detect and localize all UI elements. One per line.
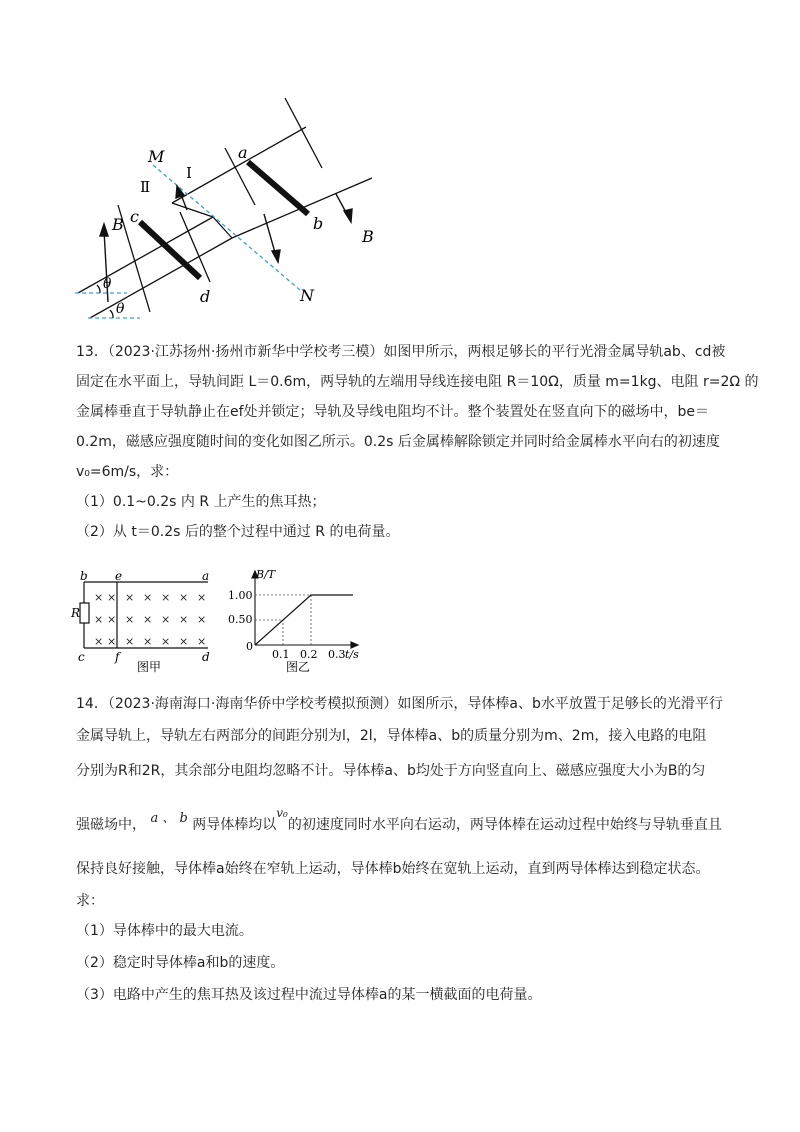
- fig-yi-caption: 图乙: [286, 660, 311, 674]
- label-d: d: [200, 287, 211, 306]
- label-B-right: B: [362, 227, 374, 246]
- field-cross-mark: ×: [94, 635, 104, 648]
- label-B-left: B: [112, 215, 124, 234]
- field-cross-mark: ×: [179, 635, 189, 648]
- figure-yi-chart: [225, 566, 365, 676]
- field-cross-mark: ×: [107, 635, 117, 648]
- field-cross-mark: ×: [94, 613, 104, 626]
- field-cross-mark: ×: [94, 591, 104, 604]
- q14-line-1: [76, 693, 723, 713]
- q14-text-3: 分别为R和2R，其余部分电阻均忽略不计。导体棒a、b均处于方向竖直向上、磁感应强度大小为B的匀: [76, 763, 706, 779]
- q13-number: 13．: [76, 344, 108, 360]
- label-theta-2: θ: [116, 301, 125, 317]
- q13-text-5: v₀=6m/s，求：: [76, 464, 179, 480]
- fig-yi-ytick-1: 1.00: [228, 589, 253, 602]
- fig-jia-caption: 图甲: [137, 660, 162, 674]
- q13-text-4: 0.2m，磁感应强度随时间的变化如图乙所示。0.2s 后金属棒解除锁定并同时给金属棒水平向右的初速度: [76, 434, 720, 450]
- q13-subquestion-1: （1）0.1~0.2s 内 R 上产生的焦耳热；: [76, 494, 326, 510]
- fig-yi-xtick-2: 0.2: [300, 648, 318, 661]
- q13-text-3: 金属棒垂直于导轨静止在ef处并锁定；导轨及导线电阻均不计。整个装置处在竖直向下的磁场中，be＝: [76, 404, 710, 420]
- q13-text-1: 如图甲所示，两根足够长的平行光滑金属导轨ab、cd被: [383, 344, 726, 360]
- label-region-II: Ⅱ: [140, 178, 151, 196]
- field-cross-mark: ×: [143, 635, 153, 648]
- q14-subquestion-3: （3）电路中产生的焦耳热及该过程中流过导体棒a的某一横截面的电荷量。: [76, 987, 542, 1003]
- q14-number: 14．: [76, 696, 108, 712]
- b-t-series-line: [255, 595, 353, 645]
- q14-text-4b: 两导体棒均以: [192, 817, 277, 833]
- fig-jia-label-c: c: [78, 650, 85, 664]
- fig-yi-origin: 0: [246, 640, 253, 653]
- rails-figure: [60, 90, 400, 330]
- q14-text-2: 金属导轨上，导轨左右两部分的间距分别为l，2l，导体棒a、b的质量分别为m、2m，接入电路的电阻: [76, 728, 707, 744]
- label-N: N: [300, 286, 314, 305]
- q13-source: （2023·江苏扬州·扬州市新华中学校考三模）: [107, 344, 384, 360]
- q14-text-4-v0: v₀: [276, 806, 288, 820]
- label-a: a: [238, 143, 248, 162]
- q14-subquestion-2: （2）稳定时导体棒a和b的速度。: [76, 955, 285, 971]
- fig-yi-xtick-1: 0.1: [272, 648, 290, 661]
- field-cross-mark: ×: [107, 613, 117, 626]
- q13-text-2: 固定在水平面上，导轨间距 L＝0.6m，两导轨的左端用导线连接电阻 R＝10Ω，质量 m=1kg、电阻 r=2Ω 的: [76, 374, 759, 390]
- field-cross-mark: ×: [179, 591, 189, 604]
- q14-text-4a: 强磁场中，: [76, 817, 146, 833]
- field-cross-mark: ×: [179, 613, 189, 626]
- label-M: M: [148, 147, 165, 166]
- q14-text-4c: 的初速度同时水平向右运动，两导体棒在运动过程中始终与导轨垂直且: [287, 817, 722, 833]
- label-b: b: [313, 214, 324, 233]
- field-cross-mark: ×: [161, 613, 171, 626]
- fig-jia-label-d: d: [202, 650, 210, 664]
- q14-text-6: 求：: [76, 893, 104, 909]
- field-cross-mark: ×: [125, 635, 135, 648]
- figure-jia: [70, 566, 220, 676]
- fig-yi-xlabel: t/s: [345, 648, 359, 661]
- fig-yi-xtick-3: 0.3: [328, 648, 346, 661]
- field-cross-mark: ×: [125, 591, 135, 604]
- field-cross-mark: ×: [161, 591, 171, 604]
- q13-subquestion-2: （2）从 t＝0.2s 后的整个过程中通过 R 的电荷量。: [76, 524, 400, 540]
- fig-jia-label-a: a: [202, 569, 210, 583]
- fig-jia-label-f: f: [115, 650, 120, 664]
- field-cross-mark: ×: [197, 613, 207, 626]
- fig-yi-ylabel: B/T: [256, 568, 276, 581]
- label-theta-1: θ: [103, 276, 112, 292]
- q14-text-5: 保持良好接触，导体棒a始终在窄轨上运动，导体棒b始终在宽轨上运动，直到两导体棒达到稳定状态。: [76, 861, 710, 877]
- fig-jia-label-R: R: [71, 606, 81, 620]
- label-region-I: Ⅰ: [186, 164, 192, 182]
- label-c: c: [130, 207, 139, 226]
- q14-source: （2023·海南海口·海南华侨中学校考模拟预测）: [107, 696, 398, 712]
- q13-paragraph: [76, 337, 759, 547]
- field-cross-mark: ×: [107, 591, 117, 604]
- field-cross-mark: ×: [197, 635, 207, 648]
- field-cross-mark: ×: [143, 591, 153, 604]
- fig-yi-ytick-2: 0.50: [228, 613, 253, 626]
- fig-jia-label-e: e: [115, 569, 123, 583]
- q14-line-4: [76, 806, 722, 834]
- q14-text-4-ab: a 、 b: [150, 811, 188, 826]
- field-cross-mark: ×: [197, 591, 207, 604]
- fig-jia-label-b: b: [80, 569, 88, 583]
- q14-subquestion-1: （1）导体棒中的最大电流。: [76, 923, 253, 939]
- field-cross-mark: ×: [143, 613, 153, 626]
- field-cross-mark: ×: [161, 635, 171, 648]
- q14-text-1: 如图所示，导体棒a、b水平放置于足够长的光滑平行: [397, 696, 723, 712]
- field-cross-mark: ×: [125, 613, 135, 626]
